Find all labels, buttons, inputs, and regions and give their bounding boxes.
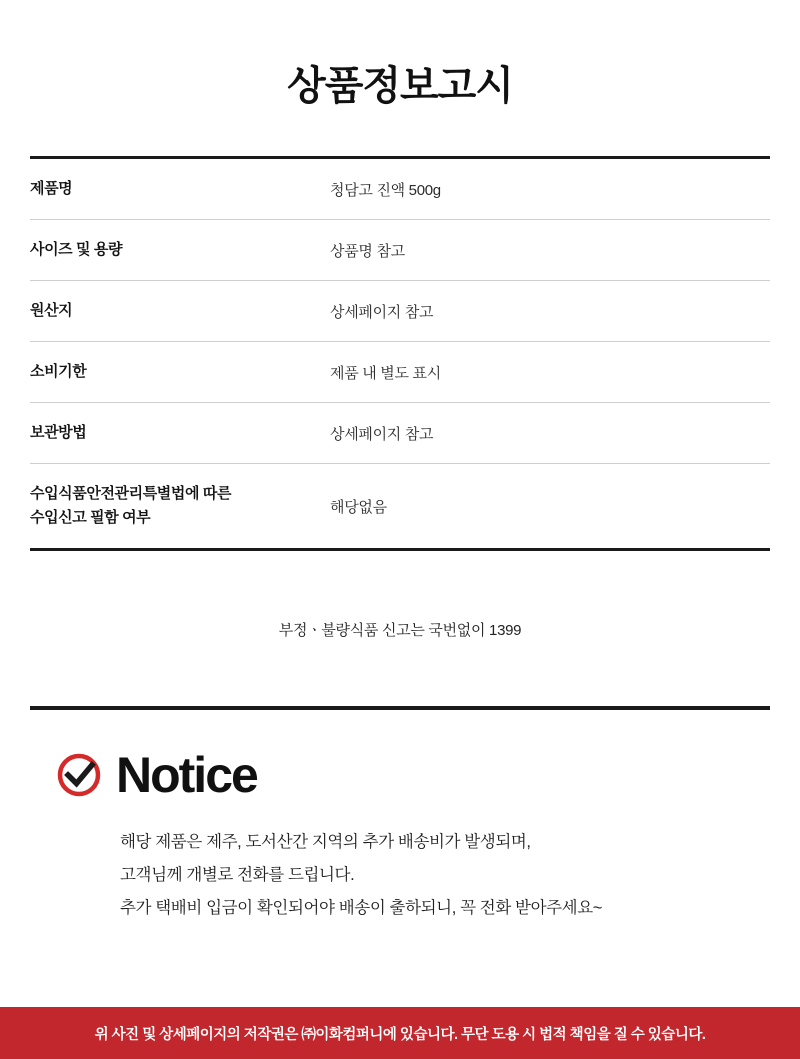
notice-line: 해당 제품은 제주, 도서산간 지역의 추가 배송비가 발생되며,	[120, 833, 531, 851]
product-info-table	[30, 159, 770, 548]
table-row	[30, 220, 770, 281]
row-label	[30, 281, 330, 342]
table-row	[30, 464, 770, 549]
copyright-text: 위 사진 및 상세페이지의 저작권은 ㈜이화컴퍼니에 있습니다. 무단 도용 시 법적 책임을 질 수 있습니다.	[94, 1026, 706, 1043]
row-value: 상세페이지 참고	[330, 303, 434, 321]
row-value: 상세페이지 참고	[330, 425, 434, 443]
row-value: 청담고 진액 500g	[330, 181, 441, 199]
label-line: 보관방법	[30, 424, 87, 441]
label-line: 소비기한	[30, 363, 87, 380]
row-value: 상품명 참고	[330, 242, 405, 260]
notice-header	[56, 747, 800, 803]
copyright-footer	[0, 1007, 800, 1059]
notice-line: 고객님께 개별로 전화를 드립니다.	[120, 866, 355, 884]
section-divider	[30, 706, 770, 710]
notice-line: 추가 택배비 입금이 확인되어야 배송이 출하되니, 꼭 전화 받아주세요~	[120, 899, 602, 917]
row-label	[30, 342, 330, 403]
food-report-notice: 부정ㆍ불량식품 신고는 국번없이 1399	[278, 622, 522, 639]
label-line: 제품명	[30, 180, 73, 197]
label-line: 사이즈 및 용량	[30, 241, 123, 258]
table-row	[30, 342, 770, 403]
check-circle-icon	[56, 752, 102, 798]
row-value: 해당없음	[330, 498, 387, 516]
label-line: 수입신고 필함 여부	[30, 509, 151, 526]
table-row	[30, 281, 770, 342]
page-title: 상품정보고시	[287, 64, 513, 108]
product-info-table-wrapper	[30, 156, 770, 551]
label-line: 수입식품안전관리특별법에 따른	[30, 485, 232, 502]
table-row	[30, 159, 770, 220]
table-row	[30, 403, 770, 464]
row-label	[30, 159, 330, 220]
notice-title: Notice	[116, 747, 257, 803]
row-label	[30, 220, 330, 281]
row-label	[30, 464, 330, 549]
notice-body	[120, 826, 800, 925]
row-label	[30, 403, 330, 464]
row-value: 제품 내 별도 표시	[330, 364, 441, 382]
label-line: 원산지	[30, 302, 73, 319]
